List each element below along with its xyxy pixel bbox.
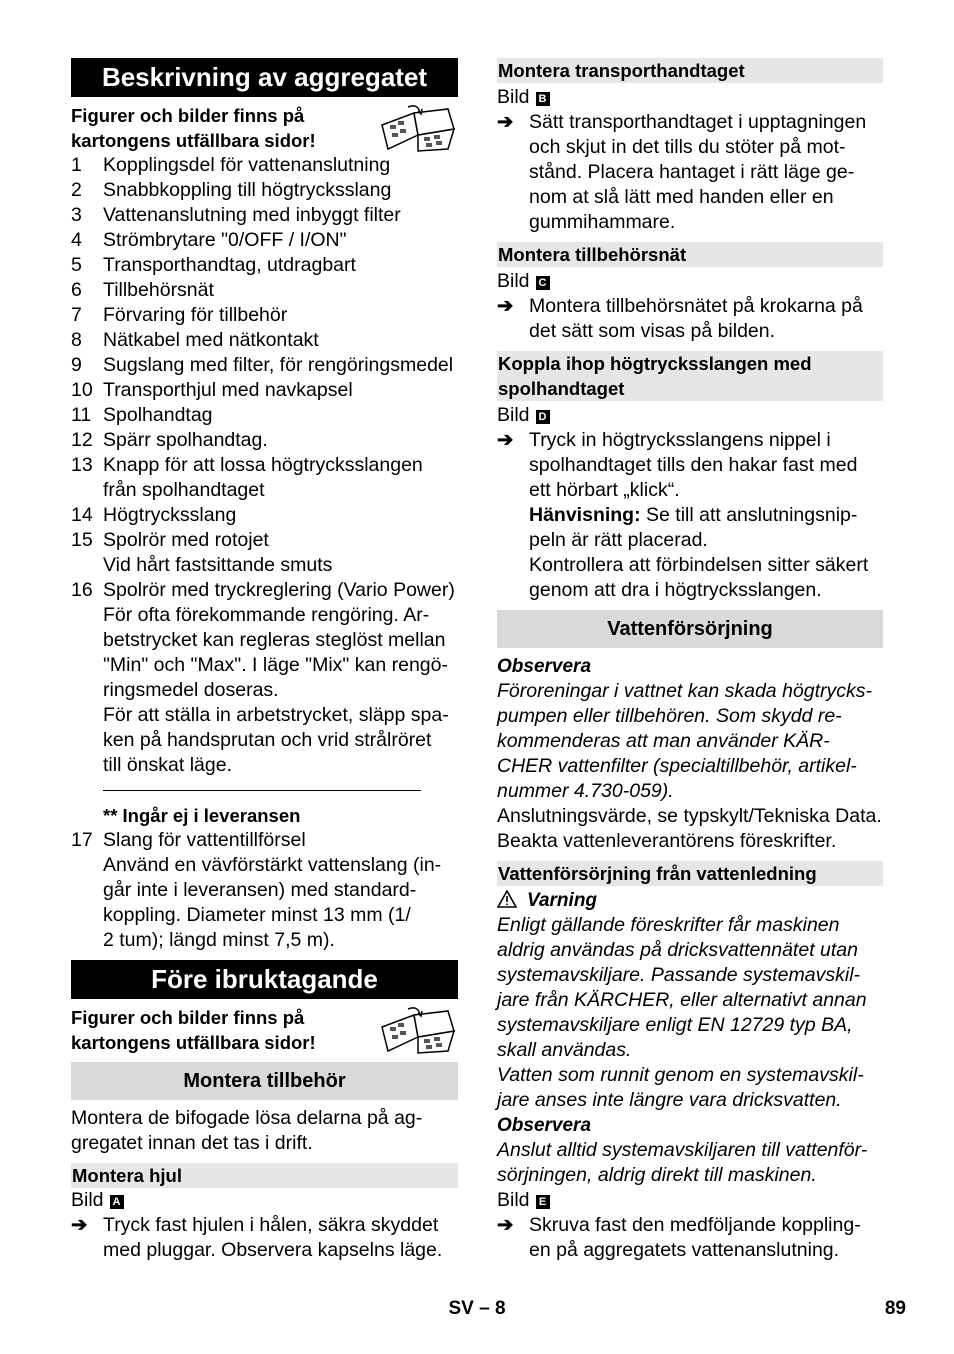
item-text: Transporthandtag, utdragbart [103,254,356,276]
instruction-line: det sätt som visas på bilden. [529,320,776,342]
list-item [71,328,458,353]
figure-label: Bild [497,86,530,108]
caution-label: Observera [497,656,592,677]
arrow-icon: ➔ [497,1214,514,1236]
list-item [71,228,458,253]
figure-letter-badge: D [536,410,550,424]
warning-text [497,913,883,1113]
divider [103,790,421,791]
item-number: 15 [71,529,93,551]
step-heading: Vattenförsörjning från vattenledning [497,861,883,886]
item-number: 1 [71,154,82,176]
item-number: 10 [71,379,93,401]
figure-letter-badge: A [110,1195,124,1209]
paragraph-line: gregatet innan det tas i drift. [71,1132,313,1154]
parts-list [71,153,458,778]
item-text-continued: 2 tum); längd minst 7,5 m). [103,929,335,951]
instruction-line: Skruva fast den medföljande koppling- [529,1214,861,1236]
item-text: Sugslang med filter, för rengöringsmedel [103,354,454,376]
item-text: Slang för vattentillförsel [103,829,306,851]
figure-reference [71,1188,458,1213]
subsection-heading: Montera tillbehör [71,1062,458,1100]
item-number: 13 [71,454,93,476]
paragraph-line: Montera de bifogade lösa delarna på ag- [71,1107,423,1129]
item-number: 5 [71,254,82,276]
item-text: Spolhandtag [103,404,213,426]
list-item [71,528,458,553]
step-heading-line: Koppla ihop högtrycksslangen med [498,353,812,374]
italic-line: jare från KÄRCHER, eller alternativt annan [497,989,867,1011]
figure-note-line: Figurer och bilder finns på [71,1007,305,1028]
instruction-line: Montera tillbehörsnätet på krokarna på [529,295,863,317]
step-heading [497,351,883,401]
item-number: 16 [71,579,93,601]
italic-line: Anslut alltid systemavskiljaren till vattenför- [497,1139,868,1161]
figure-letter-badge: C [536,276,550,290]
note-line [497,503,883,528]
caution-label: Observera [497,1115,592,1136]
caution-text [497,1138,883,1188]
item-text-continued: går inte i leveransen) med standard- [103,879,417,901]
item-text-continued: betstrycket kan regleras steglöst mellan [103,629,446,651]
instruction-line: ett hörbart „klick“. [529,479,680,501]
list-item [71,303,458,328]
item-number: 8 [71,329,82,351]
item-number: 7 [71,304,82,326]
figure-note [71,103,458,153]
item-text-continued: Använd en vävförstärkt vattenslang (in- [103,854,442,876]
italic-line: systemavskiljare enligt EN 12729 typ BA, [497,1014,853,1036]
figure-note [71,1005,458,1055]
italic-line: Enligt gällande föreskrifter får maskinen [497,914,840,936]
warning-icon [497,890,517,908]
italic-line: nummer 4.730-059). [497,780,674,802]
step-heading-line: spolhandtaget [498,378,625,399]
arrow-icon: ➔ [71,1214,88,1236]
not-included-note [71,803,458,828]
left-column [71,56,458,1263]
list-item [71,578,458,603]
item-text-continued: För ofta förekommande rengöring. Ar- [103,604,430,626]
note-line: Kontrollera att förbindelsen sitter säkert [529,554,869,576]
item-text: Snabbkoppling till högtrycksslang [103,179,392,201]
italic-line: Vatten som runnit genom en systemavskil- [497,1064,864,1086]
list-item [71,828,458,853]
item-number: 6 [71,279,82,301]
italic-line: jare anses inte längre vara dricksvatten. [497,1089,842,1111]
book-icon [378,1007,458,1055]
figure-note-line: kartongens utfällbara sidor! [71,130,316,151]
item-text: Spärr spolhandtag. [103,429,268,451]
note-line: genom att dra i högtrycksslangen. [529,579,822,601]
note-line: peln är rätt placerad. [529,529,708,551]
item-text-continued: Vid hårt fastsittande smuts [103,554,333,576]
figure-reference [497,85,883,110]
instruction-line: med pluggar. Observera kapselns läge. [103,1239,443,1261]
figure-note-line: Figurer och bilder finns på [71,105,305,126]
instruction-step [497,294,883,319]
instruction-step [71,1213,458,1238]
item-text: Knapp för att lossa högtrycksslangen [103,454,423,476]
paragraph-line: Beakta vattenleverantörens föreskrifter. [497,830,837,852]
italic-line: skall användas. [497,1039,632,1061]
instruction-line: Tryck in högtrycksslangens nippel i [529,429,831,451]
step-heading: Montera hjul [71,1163,458,1188]
list-item [71,428,458,453]
item-number: 17 [71,829,93,851]
italic-line: CHER vattenfilter (specialtillbehör, artikel- [497,755,857,777]
instruction-step [497,110,883,135]
italic-line: pumpen eller tillbehören. Som skydd re- [497,705,842,727]
arrow-icon: ➔ [497,429,514,451]
instruction-line: och skjut in det tills du stöter på mot- [529,136,846,158]
list-item [71,178,458,203]
item-text: Transporthjul med navkapsel [103,379,353,401]
figure-letter-badge: E [536,1195,550,1209]
figure-label: Bild [497,404,530,426]
figure-label: Bild [497,270,530,292]
instruction-line: en på aggregatets vattenanslutning. [529,1239,840,1261]
right-column [497,58,883,1263]
item-text: Strömbrytare "0/OFF / I/ON" [103,229,347,251]
item-number: 3 [71,204,82,226]
instruction-line: spolhandtaget tills den hakar fast med [529,454,858,476]
item-text: Kopplingsdel för vattenanslutning [103,154,391,176]
item-text-continued: till önskat läge. [103,754,232,776]
instruction-step [497,428,883,453]
item-text: Spolrör med rotojet [103,529,269,551]
not-included-label: Ingår ej i leveransen [122,805,301,826]
item-text: Tillbehörsnät [103,279,214,301]
item-text: Högtrycksslang [103,504,237,526]
italic-line: kommenderas att man använder KÄR- [497,730,830,752]
item-number: 4 [71,229,82,251]
note-text: Se till att anslutningsnip- [640,504,858,526]
list-item [71,828,458,953]
list-item [71,453,458,478]
list-item [71,403,458,428]
warning-label [497,888,883,913]
figure-note-line: kartongens utfällbara sidor! [71,1032,316,1053]
list-item [71,503,458,528]
figure-reference [497,1188,883,1213]
page-section-label: SV – 8 [448,1298,506,1319]
item-text-continued: ringsmedel doseras. [103,679,279,701]
item-text: Spolrör med tryckreglering (Vario Power) [103,579,455,601]
item-number: 14 [71,504,93,526]
item-text: Förvaring för tillbehör [103,304,288,326]
arrow-icon: ➔ [497,111,514,133]
figure-label: Bild [497,1189,530,1211]
item-text-continued: ken på handsprutan och vrid strålröret [103,729,432,751]
italic-line: systemavskiljare. Passande systemavskil- [497,964,861,986]
arrow-icon: ➔ [497,295,514,317]
item-text-continued: från spolhandtaget [103,479,265,501]
italic-line: aldrig användas på dricksvattennätet utan [497,939,858,961]
item-number: 11 [71,404,92,426]
list-item [71,378,458,403]
subsection-heading: Vattenförsörjning [497,610,883,648]
section-heading: Före ibruktagande [71,960,458,999]
figure-letter-badge: B [536,92,550,106]
list-item [71,253,458,278]
instruction-step [497,1213,883,1238]
list-item [71,203,458,228]
list-item [71,153,458,178]
section-heading: Beskrivning av aggregatet [71,58,458,97]
item-text-continued: koppling. Diameter minst 13 mm (1/ [103,904,411,926]
asterisk-icon: ** [103,805,118,826]
page-number: 89 [884,1298,906,1319]
figure-label: Bild [71,1189,104,1211]
note-label: Hänvisning: [529,504,641,526]
warning-title: Varning [527,890,598,911]
step-heading: Montera tillbehörsnät [497,242,883,267]
instruction-line: gummihammare. [529,211,676,233]
instruction-line: stånd. Placera hantaget i rätt läge ge- [529,161,855,183]
caution-text [497,679,883,804]
item-text-continued: "Min" och "Max". I läge "Mix" kan rengö- [103,654,448,676]
item-text: Nätkabel med nätkontakt [103,329,319,351]
item-text-continued: För att ställa in arbetstrycket, släpp spa- [103,704,449,726]
item-number: 9 [71,354,82,376]
figure-reference [497,269,883,294]
paragraph-line: Anslutningsvärde, se typskylt/Tekniska Data. [497,805,882,827]
instruction-line: Sätt transporthandtaget i upptagningen [529,111,867,133]
list-item [71,353,458,378]
book-icon [378,105,458,153]
italic-line: sörjningen, aldrig direkt till maskinen. [497,1164,817,1186]
list-item [71,278,458,303]
item-text: Vattenanslutning med inbyggt filter [103,204,401,226]
instruction-line: Tryck fast hjulen i hålen, säkra skyddet [103,1214,439,1236]
item-number: 12 [71,429,93,451]
figure-reference [497,403,883,428]
instruction-line: nom at slå lätt med handen eller en [529,186,834,208]
item-number: 2 [71,179,82,201]
step-heading: Montera transporthandtaget [497,58,883,83]
italic-line: Föroreningar i vattnet kan skada högtrycks- [497,680,873,702]
